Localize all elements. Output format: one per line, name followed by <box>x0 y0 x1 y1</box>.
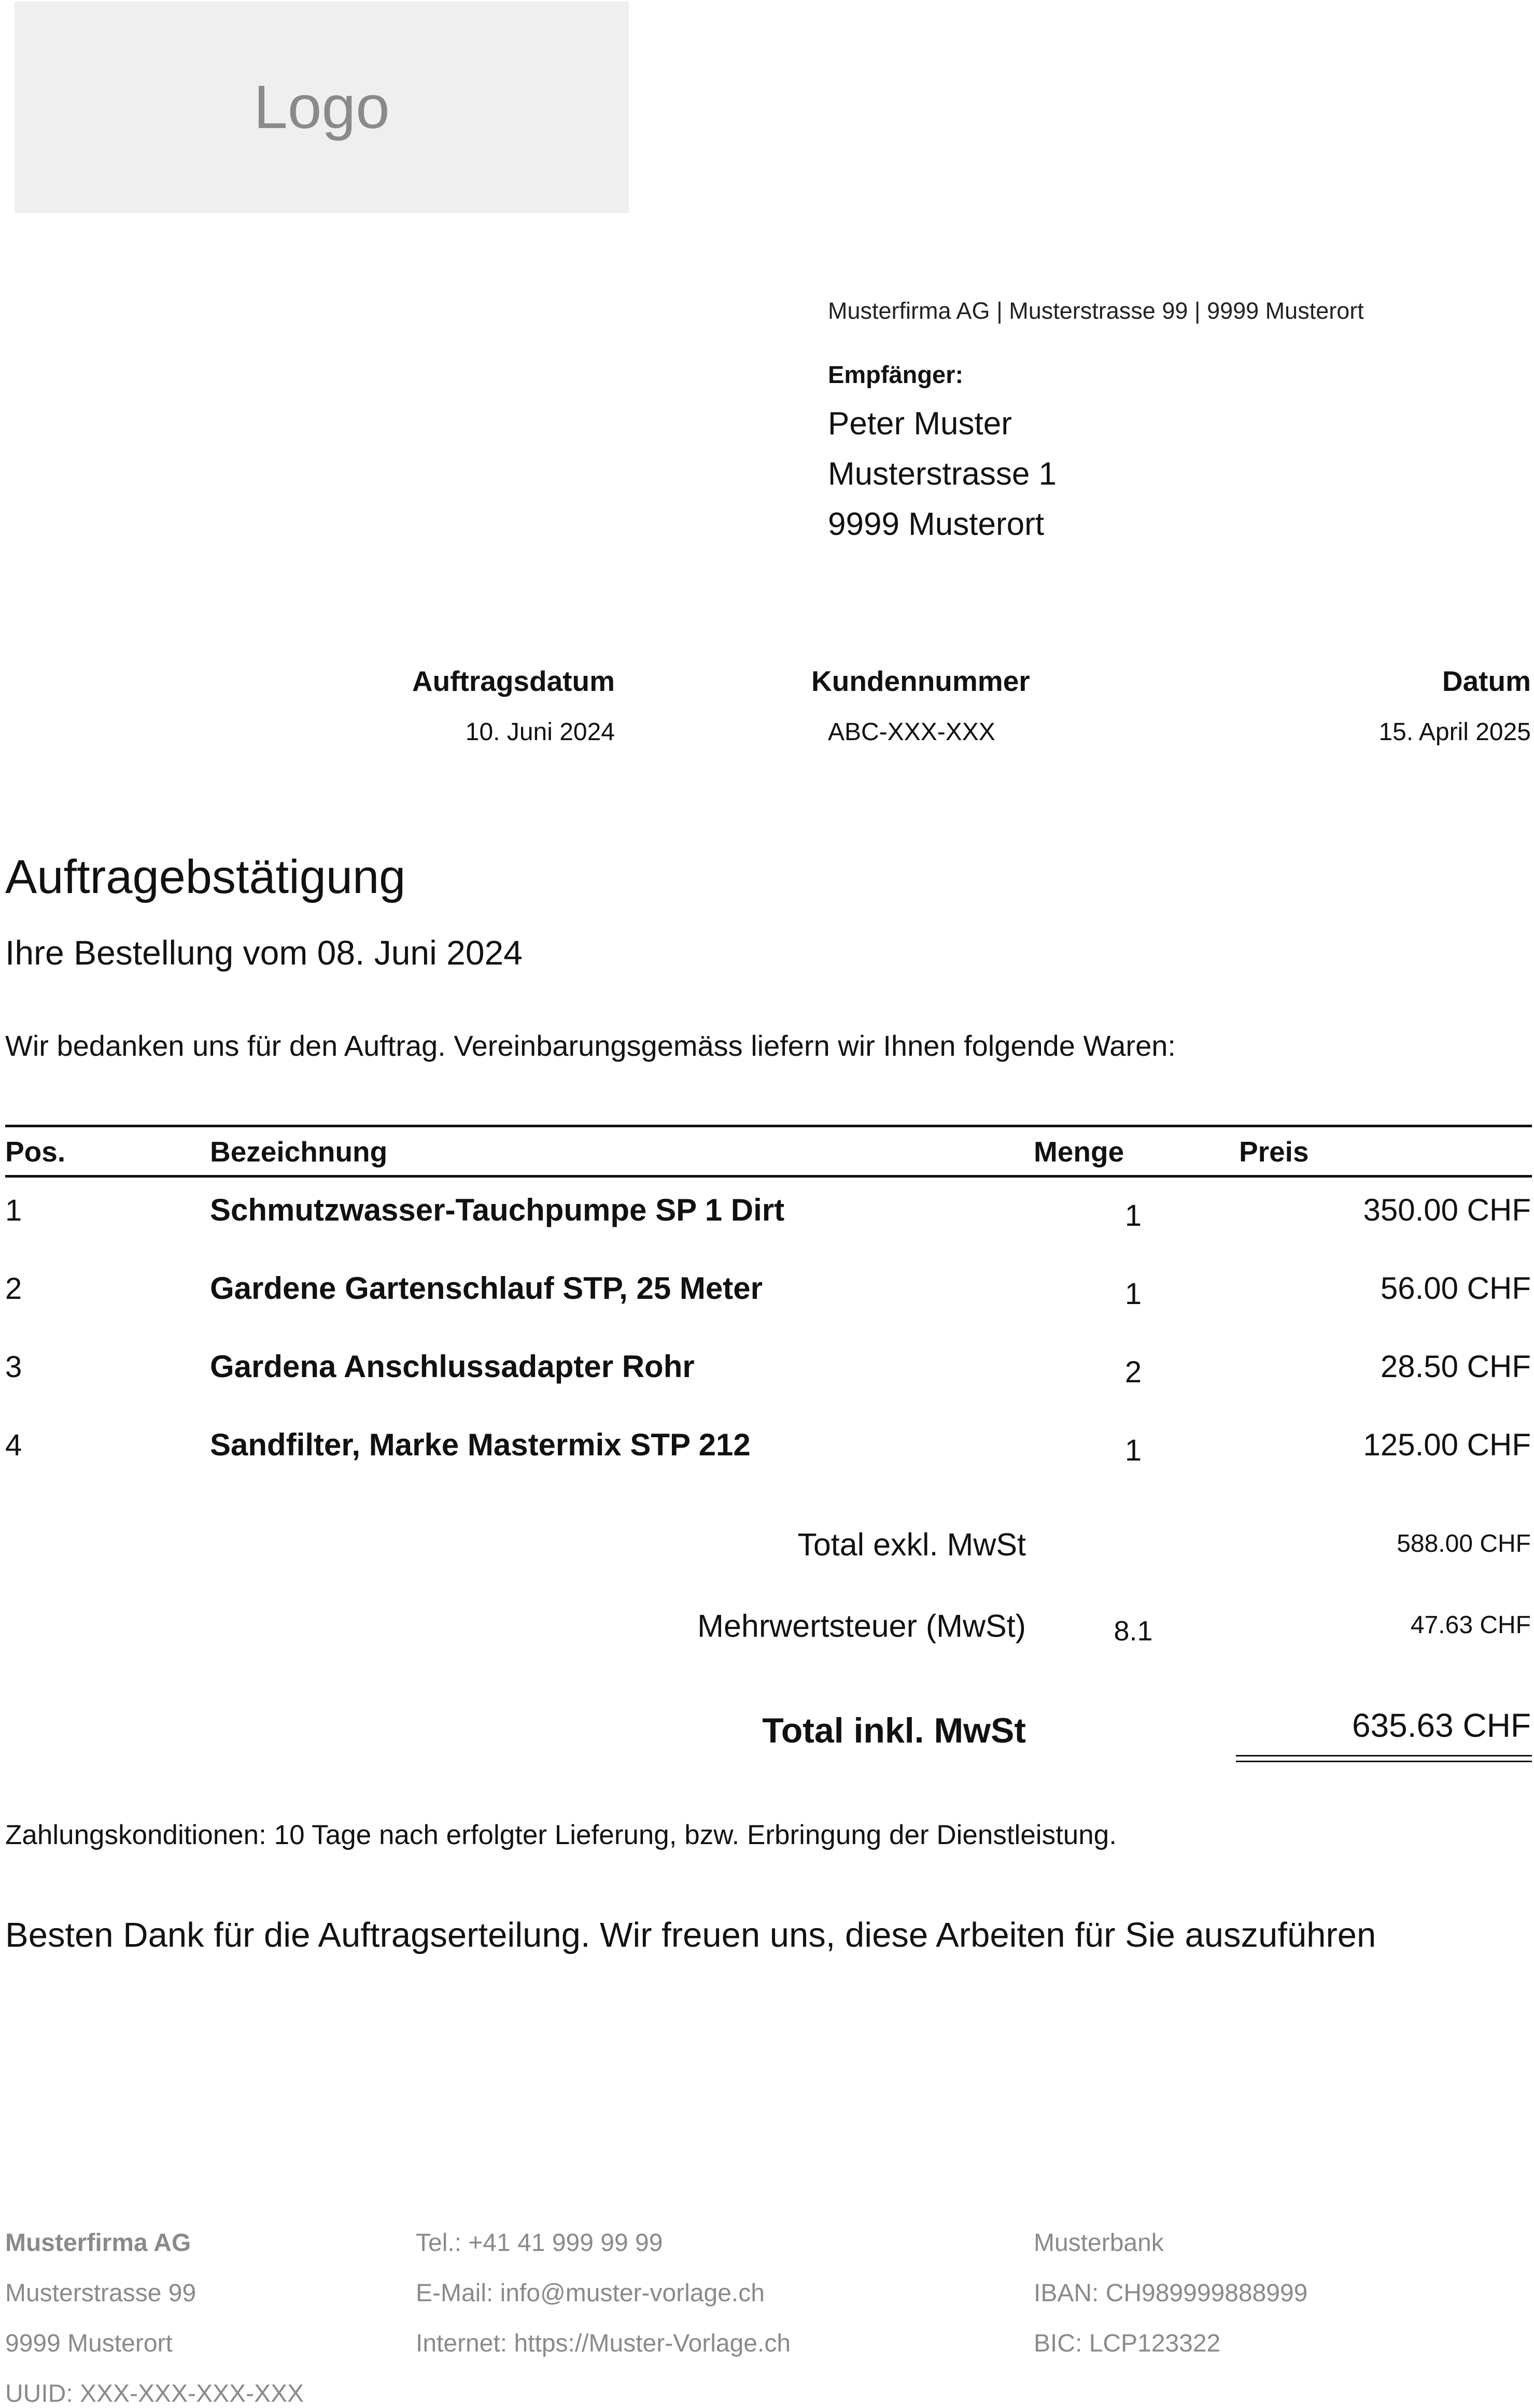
footer-company: Musterfirma AG <box>5 2229 191 2257</box>
date-value: 15. April 2025 <box>1378 718 1531 746</box>
row-1-quantity: 1 <box>1124 1199 1142 1233</box>
vat-value: 47.63 CHF <box>1410 1611 1531 1639</box>
footer-website[interactable]: Internet: https://Muster-Vorlage.ch <box>416 2330 791 2357</box>
order-date-label: Auftragsdatum <box>412 665 615 697</box>
grand-total-rule-2 <box>1236 1761 1532 1762</box>
document-subtitle: Ihre Bestellung vom 08. Juni 2024 <box>5 933 523 972</box>
footer-bic: BIC: LCP123322 <box>1034 2330 1221 2357</box>
logo-text: Logo <box>254 73 390 141</box>
header-description: Bezeichnung <box>210 1136 388 1168</box>
order-date-value: 10. Juni 2024 <box>465 718 615 746</box>
date-label: Datum <box>1442 665 1531 697</box>
vat-label: Mehrwertsteuer (MwSt) <box>697 1608 1026 1644</box>
row-3-pos: 3 <box>5 1350 22 1384</box>
sender-address-line: Musterfirma AG | Musterstrasse 99 | 9999 Musterort <box>828 298 1364 324</box>
row-3-price: 28.50 CHF <box>1380 1349 1531 1384</box>
grand-total-value: 635.63 CHF <box>1352 1707 1531 1744</box>
table-top-rule <box>5 1125 1532 1127</box>
logo-placeholder <box>15 2 629 213</box>
header-quantity: Menge <box>1034 1136 1124 1168</box>
row-2-pos: 2 <box>5 1272 22 1306</box>
recipient-name: Peter Muster <box>828 406 1012 442</box>
recipient-label: Empfänger: <box>828 361 964 388</box>
row-1-price: 350.00 CHF <box>1363 1193 1531 1227</box>
footer-street: Musterstrasse 99 <box>5 2279 196 2307</box>
row-3-quantity: 2 <box>1124 1355 1142 1389</box>
footer-city: 9999 Musterort <box>5 2330 173 2357</box>
row-2-quantity: 1 <box>1124 1277 1142 1311</box>
row-1-description: Schmutzwasser-Tauchpumpe SP 1 Dirt <box>210 1193 785 1227</box>
recipient-city: 9999 Musterort <box>828 506 1044 542</box>
document-intro: Wir bedanken uns für den Auftrag. Vereinbarungsgemäss liefern wir Ihnen folgende Waren: <box>5 1029 1176 1062</box>
footer-uuid: UUID: XXX-XXX-XXX-XXX <box>5 2380 304 2407</box>
row-4-quantity: 1 <box>1124 1434 1142 1467</box>
grand-total-rule-1 <box>1236 1755 1532 1757</box>
recipient-street: Musterstrasse 1 <box>828 456 1057 492</box>
payment-terms: Zahlungskonditionen: 10 Tage nach erfolgter Lieferung, bzw. Erbringung der Dienstleistung. <box>5 1820 1117 1850</box>
customer-number-label: Kundennummer <box>811 665 1030 697</box>
footer-email[interactable]: E-Mail: info@muster-vorlage.ch <box>416 2279 765 2307</box>
row-1-pos: 1 <box>5 1194 22 1227</box>
row-4-pos: 4 <box>5 1428 22 1462</box>
footer-bank: Musterbank <box>1034 2229 1164 2257</box>
row-2-price: 56.00 CHF <box>1380 1271 1531 1306</box>
grand-total-label: Total inkl. MwSt <box>762 1711 1026 1750</box>
row-2-description: Gardene Gartenschlauf STP, 25 Meter <box>210 1271 763 1306</box>
vat-rate: 8.1 <box>1114 1616 1153 1647</box>
row-3-description: Gardena Anschlussadapter Rohr <box>210 1349 695 1384</box>
footer-phone: Tel.: +41 41 999 99 99 <box>416 2229 663 2257</box>
net-total-label: Total exkl. MwSt <box>797 1527 1026 1562</box>
table-header-rule <box>5 1175 1532 1178</box>
row-4-description: Sandfilter, Marke Mastermix STP 212 <box>210 1427 751 1462</box>
net-total-value: 588.00 CHF <box>1397 1530 1531 1557</box>
document-title: Auftragebstätigung <box>5 851 406 903</box>
header-pos: Pos. <box>5 1136 66 1168</box>
row-4-price: 125.00 CHF <box>1363 1427 1531 1462</box>
footer-iban: IBAN: CH989999888999 <box>1034 2279 1308 2307</box>
customer-number-value: ABC-XXX-XXX <box>828 718 995 746</box>
closing-text: Besten Dank für die Auftragserteilung. Wir freuen uns, diese Arbeiten für Sie auszuführen <box>5 1916 1376 1954</box>
header-price: Preis <box>1239 1136 1309 1168</box>
